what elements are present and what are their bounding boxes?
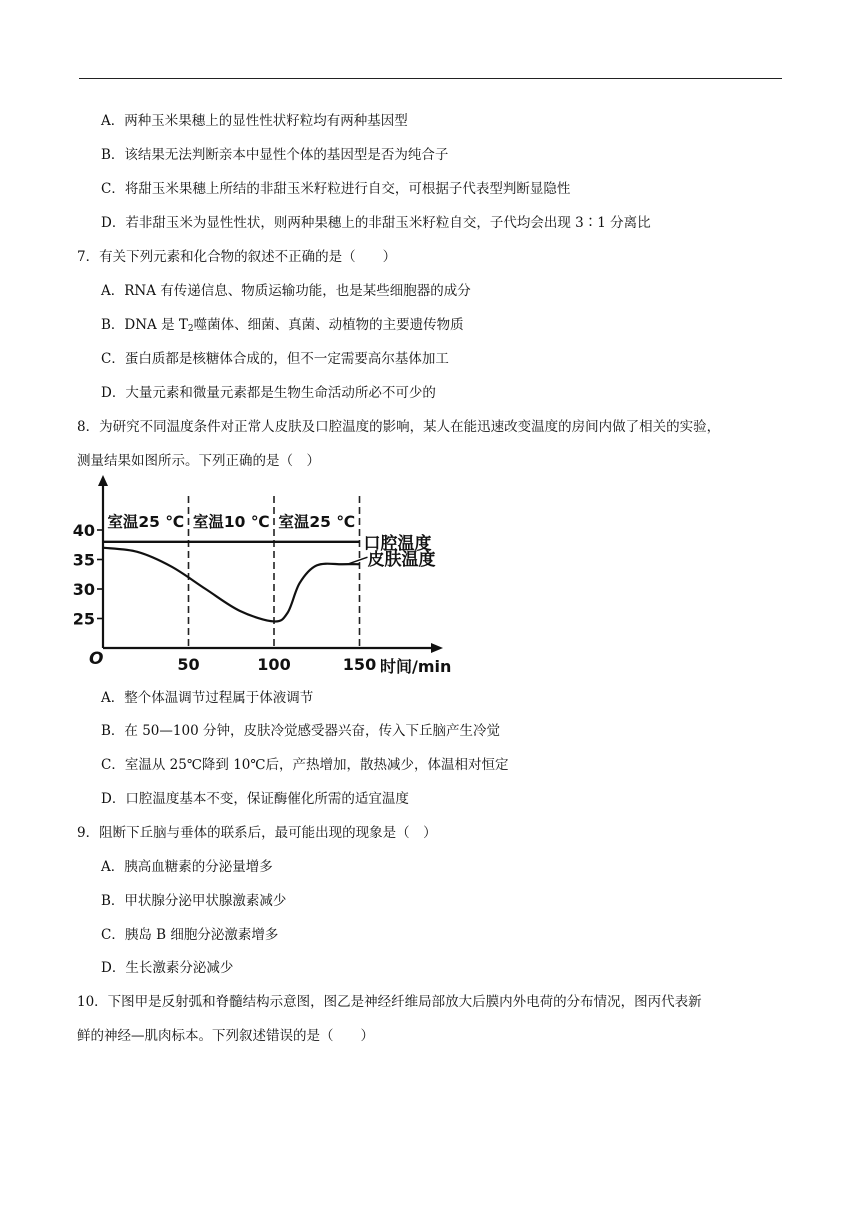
x-tick-label-150: 150 <box>342 655 377 674</box>
q8-option-a: A．整个体温调节过程属于体液调节 <box>101 690 314 706</box>
temperature-chart <box>72 470 455 680</box>
period-label-3: 室温25 ℃ <box>278 513 356 531</box>
y-tick-label-25: 25 <box>72 609 95 629</box>
q10-stem-line2: 鲜的神经—肌肉标本。下列叙述错误的是（ ） <box>77 1028 374 1044</box>
q8-option-d: D．口腔温度基本不变，保证酶催化所需的适宜温度 <box>101 791 409 807</box>
q7-option-b: B．DNA 是 $T_2$噬菌体、细菌、真菌、动植物的主要遗传物质 <box>101 317 464 334</box>
q9-option-d: D．生长激素分泌减少 <box>101 960 234 976</box>
q6-option-d: D．若非甜玉米为显性性状，则两种果穗上的非甜玉米籽粒自交，子代均会出现 3∶1 分离比 <box>101 215 651 231</box>
q9-stem: 9．阻断下丘脑与垂体的联系后，最可能出现的现象是（ ） <box>77 825 437 841</box>
q8-stem-line1: 8．为研究不同温度条件对正常人皮肤及口腔温度的影响，某人在能迅速改变温度的房间内做了相关的实验， <box>77 419 721 435</box>
q8-option-b: B．在 50—100 分钟，皮肤冷觉感受器兴奋，传入下丘脑产生冷觉 <box>101 723 500 739</box>
x-axis-label: 时间/min <box>380 657 452 676</box>
q7-option-a: A．RNA 有传递信息、物质运输功能，也是某些细胞器的成分 <box>101 283 471 299</box>
x-axis-arrow <box>431 643 443 653</box>
y-tick-label-35: 35 <box>72 550 95 570</box>
series-label-oral: 口腔温度 <box>363 533 432 554</box>
y-axis-arrow <box>98 475 108 486</box>
q8-stem-line2: 测量结果如图所示。下列正确的是（ ） <box>77 453 320 469</box>
q8-option-c: C．室温从 25℃降到 10℃后，产热增加，散热减少，体温相对恒定 <box>101 757 509 773</box>
period-label-1: 室温25 ℃ <box>107 513 185 531</box>
q7-stem: 7．有关下列元素和化合物的叙述不正确的是（ ） <box>77 249 397 265</box>
q6-option-a: A．两种玉米果穗上的显性性状籽粒均有两种基因型 <box>101 113 408 129</box>
x-tick-label-100: 100 <box>257 655 291 674</box>
header-rule <box>79 78 782 79</box>
q7-option-d: D．大量元素和微量元素都是生物生命活动所必不可少的 <box>101 385 436 401</box>
y-tick-label-40: 40 <box>72 521 95 540</box>
q9-option-c: C．胰岛 B 细胞分泌激素增多 <box>101 927 279 943</box>
x-tick-label-50: 50 <box>177 655 200 674</box>
q7-option-c: C．蛋白质都是核糖体合成的，但不一定需要高尔基体加工 <box>101 351 449 367</box>
q10-stem-line1: 10．下图甲是反射弧和脊髓结构示意图，图乙是神经纤维局部放大后膜内外电荷的分布情况，图丙代表新 <box>77 994 702 1010</box>
q6-option-c: C．将甜玉米果穗上所结的非甜玉米籽粒进行自交，可根据子代表型判断显隐性 <box>101 181 571 197</box>
q6-option-b: B．该结果无法判断亲本中显性个体的基因型是否为纯合子 <box>101 147 449 163</box>
q9-option-b: B．甲状腺分泌甲状腺激素减少 <box>101 893 287 909</box>
origin-label: O <box>89 649 104 669</box>
series-label-skin: 皮肤温度 <box>367 550 436 571</box>
y-tick-label-30: 30 <box>72 580 95 599</box>
q9-option-a: A．胰高血糖素的分泌量增多 <box>101 859 273 875</box>
series-skin-temperature <box>103 548 360 622</box>
period-label-2: 室温10 ℃ <box>192 513 270 531</box>
